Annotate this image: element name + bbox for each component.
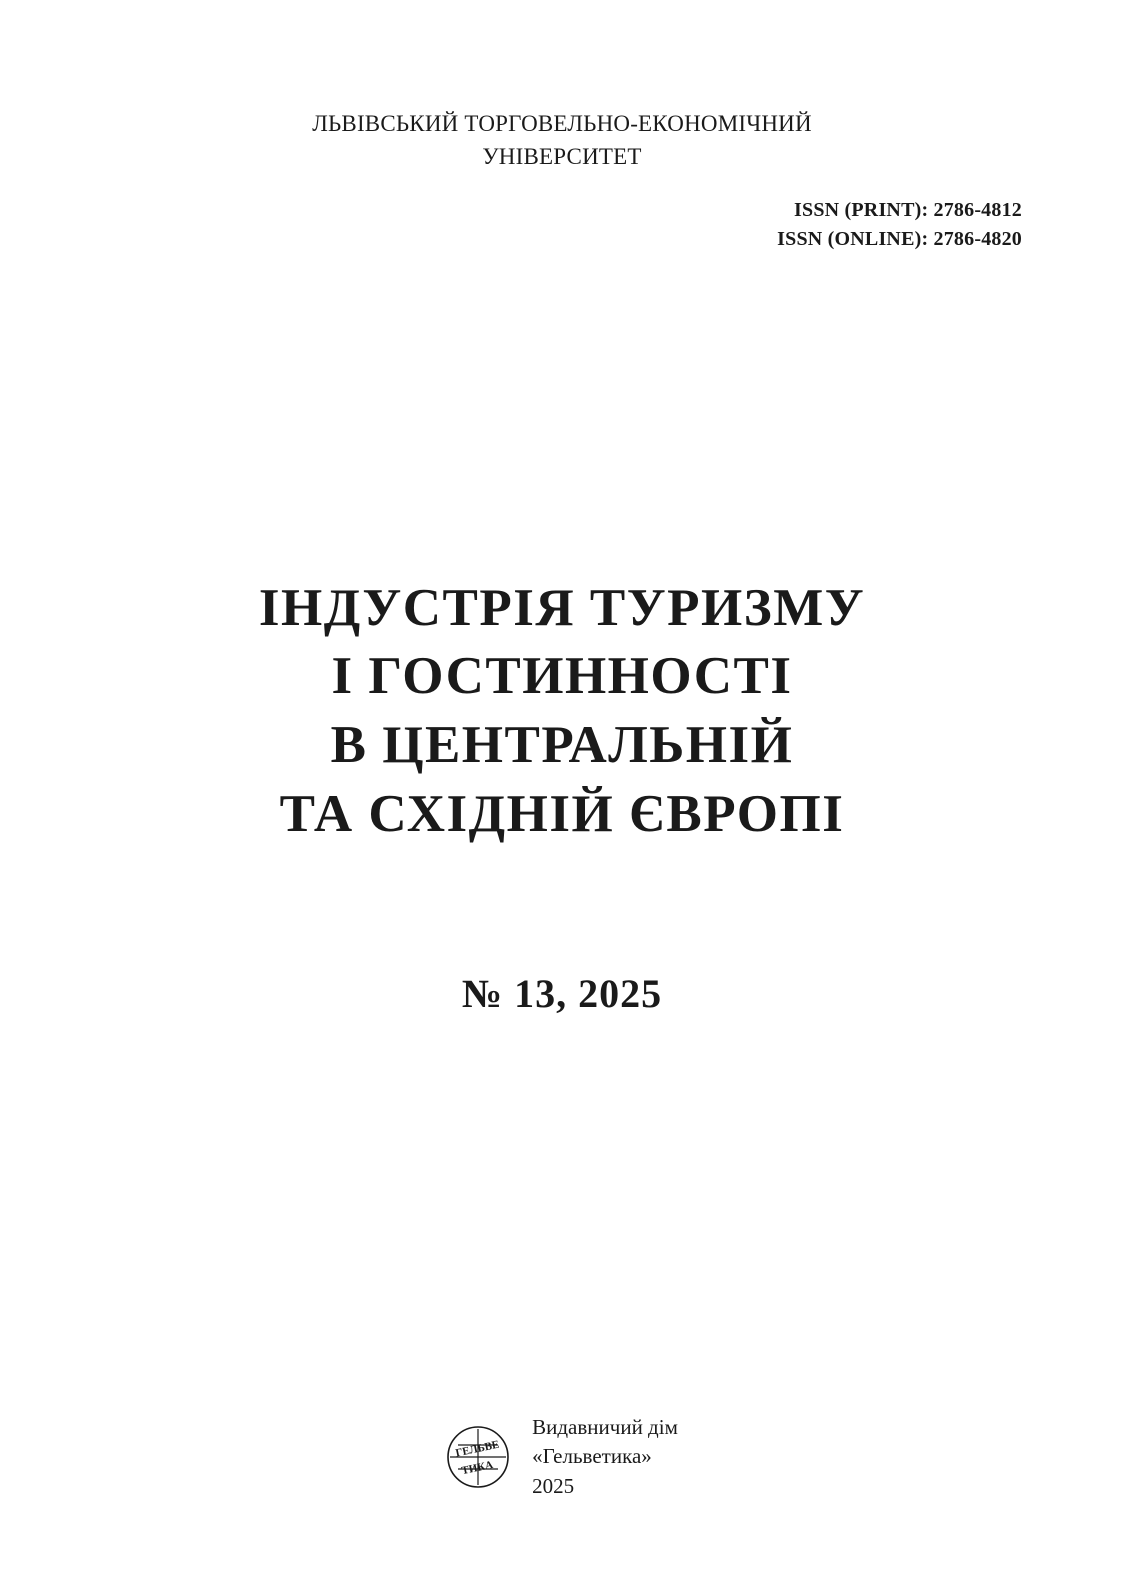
institution-line-1: ЛЬВІВСЬКИЙ ТОРГОВЕЛЬНО-ЕКОНОМІЧНИЙ (312, 111, 812, 136)
journal-title-line-2: І ГОСТИННОСТІ (331, 647, 793, 706)
publisher-info (532, 1413, 678, 1502)
publisher-year: 2025 (532, 1474, 575, 1499)
publisher-line-2: «Гельветика» (532, 1444, 652, 1469)
institution-name (0, 108, 1124, 173)
helvetica-logo-icon (446, 1425, 510, 1489)
journal-title-line-4: ТА СХІДНІЙ ЄВРОПІ (279, 785, 845, 844)
institution-line-2: УНІВЕРСИТЕТ (482, 143, 642, 169)
publisher-line-1: Видавничий дім (532, 1414, 678, 1439)
issn-print: ISSN (PRINT): 2786-4812 (794, 199, 1022, 221)
svg-text:ГЕЛЬВЕ: ГЕЛЬВЕ (454, 1438, 501, 1460)
svg-text:ТИКА: ТИКА (460, 1459, 495, 1478)
issn-online: ISSN (ONLINE): 2786-4820 (777, 228, 1022, 250)
issue-number: № 13, 2025 (461, 971, 663, 1016)
journal-title-line-1: ІНДУСТРІЯ ТУРИЗМУ (258, 578, 866, 637)
issn-block (777, 196, 1022, 254)
journal-title-line-3: В ЦЕНТРАЛЬНІЙ (330, 716, 794, 775)
publisher-footer (0, 1413, 1124, 1502)
journal-title (0, 574, 1124, 850)
